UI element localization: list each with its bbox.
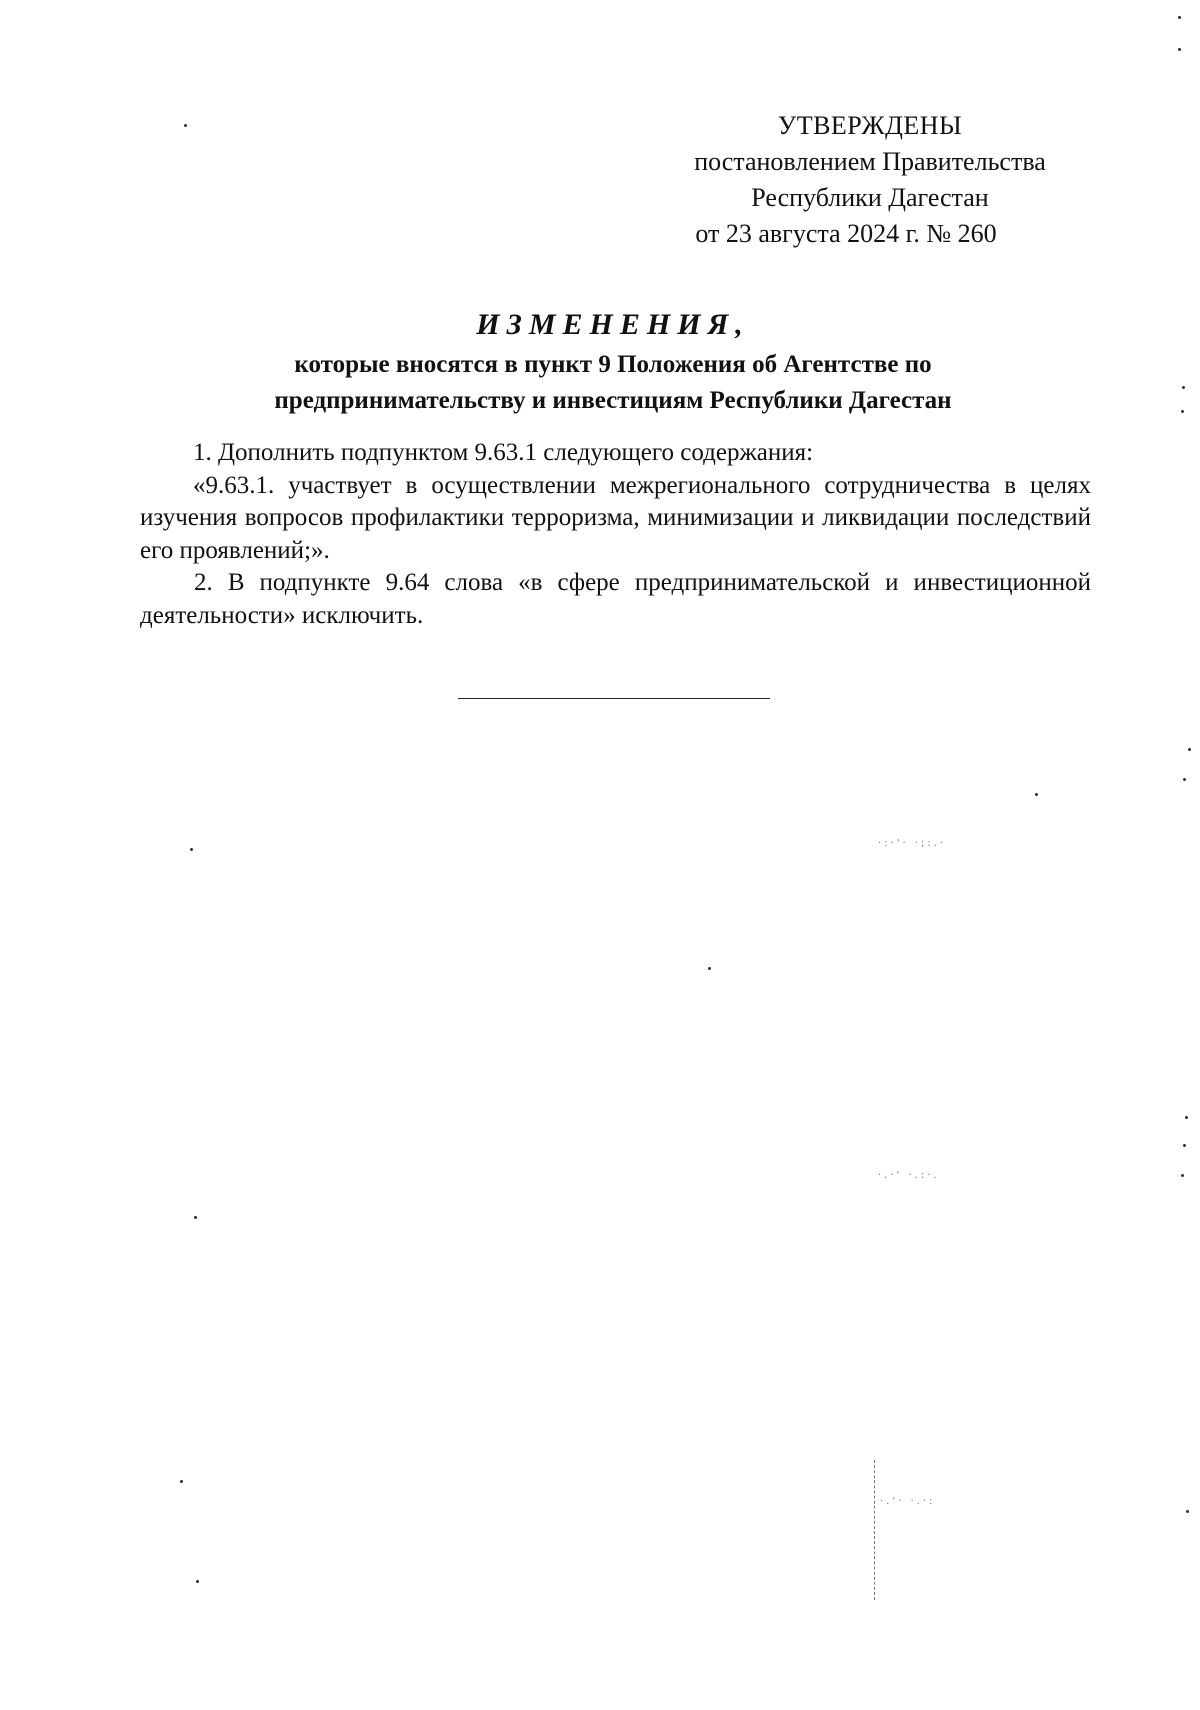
document-body: [140, 437, 1091, 632]
scan-speck: [708, 967, 711, 970]
document-subtitle: [130, 347, 1096, 419]
scan-dashed-mark: [874, 1460, 876, 1600]
scan-speck: [1178, 16, 1181, 19]
scan-speck: [1185, 1116, 1188, 1119]
scan-speck: [1183, 778, 1186, 781]
amendment-item-1-quote: «9.63.1. участвует в осуществлении межрегионального сотрудничества в целях изучения вопросов профилактики терроризма, минимизации и ликвидации последствий его проявлений;».: [140, 471, 1091, 564]
scan-speck: [194, 1216, 197, 1219]
scan-speck: [1188, 748, 1191, 751]
scan-noise: ·:·'· ·;:.·: [878, 838, 947, 849]
scan-speck: [1181, 410, 1184, 413]
scan-speck: [1186, 1510, 1189, 1513]
document-subtitle-line2: предпринимательству и инвестициям Республики Дагестан: [274, 387, 952, 414]
scan-noise: ·.·' ·.:·.: [878, 1170, 940, 1181]
document-title-block: [130, 305, 1096, 419]
scan-speck: [1035, 793, 1038, 796]
scan-speck: [180, 1480, 183, 1483]
scan-speck: [1183, 1144, 1186, 1147]
approval-republic: Республики Дагестан: [751, 183, 989, 212]
document-title: ИЗМЕНЕНИЯ,: [476, 308, 750, 341]
amendment-item-2: 2. В подпункте 9.64 слова «в сфере предпринимательской и инвестиционной деятельности» исключить.: [140, 569, 1091, 629]
scan-speck: [1178, 48, 1181, 51]
scan-speck: [190, 848, 193, 851]
scan-speck: [1181, 1174, 1184, 1177]
approval-stamp-block: [640, 108, 1100, 252]
end-of-text-rule: [458, 698, 770, 699]
approval-resolution: постановлением Правительства: [694, 147, 1046, 176]
scan-speck: [1182, 386, 1185, 389]
scan-speck: [184, 124, 187, 127]
approval-date-number: от 23 августа 2024 г. № 260: [695, 219, 997, 248]
scan-speck: [196, 1580, 199, 1583]
document-subtitle-line1: которые вносятся в пункт 9 Положения об Агентстве по: [294, 351, 932, 378]
approval-heading: УТВЕРЖДЕНЫ: [777, 111, 963, 140]
scan-noise: ·.'· ·.·:: [880, 1496, 936, 1507]
amendment-item-1: 1. Дополнить подпунктом 9.63.1 следующего содержания:: [193, 439, 814, 466]
